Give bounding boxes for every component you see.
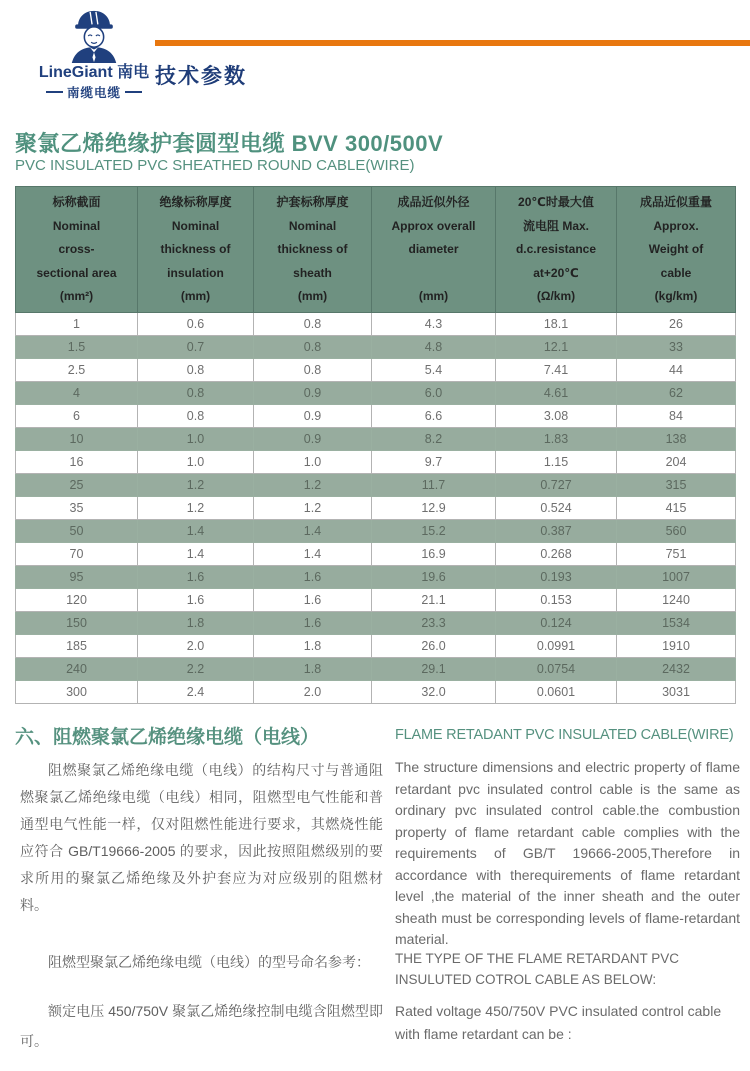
table-cell: 3031 — [617, 680, 736, 703]
brand-subtitle-text: 南缆电缆 — [66, 86, 121, 100]
table-row — [16, 312, 736, 335]
table-cell: 0.524 — [496, 496, 617, 519]
table-cell: 32.0 — [372, 680, 496, 703]
table-cell: 1534 — [617, 611, 736, 634]
table-cell: 1.6 — [254, 565, 372, 588]
table-cell: 15.2 — [372, 519, 496, 542]
table-row — [16, 565, 736, 588]
table-cell: 19.6 — [372, 565, 496, 588]
table-cell: 6.0 — [372, 381, 496, 404]
table-cell: 1.2 — [254, 496, 372, 519]
table-cell: 25 — [16, 473, 138, 496]
table-cell: 35 — [16, 496, 138, 519]
column-header: 20℃时最大值 流电阻 Max. d.c.resistance at+20℃ (Ω/km) — [496, 187, 617, 313]
table-cell: 0.0754 — [496, 657, 617, 680]
table-cell: 300 — [16, 680, 138, 703]
table-cell: 315 — [617, 473, 736, 496]
table-cell: 23.3 — [372, 611, 496, 634]
table-cell: 0.8 — [138, 381, 254, 404]
table-cell: 33 — [617, 335, 736, 358]
table-cell: 1.0 — [254, 450, 372, 473]
table-cell: 29.1 — [372, 657, 496, 680]
table-cell: 0.7 — [138, 335, 254, 358]
table-cell: 1.5 — [16, 335, 138, 358]
table-cell: 1.6 — [254, 611, 372, 634]
table-cell: 16.9 — [372, 542, 496, 565]
table-cell: 0.9 — [254, 404, 372, 427]
table-cell: 0.8 — [254, 312, 372, 335]
table-cell: 4.8 — [372, 335, 496, 358]
table-cell: 16 — [16, 450, 138, 473]
table-cell: 240 — [16, 657, 138, 680]
table-cell: 1.2 — [138, 496, 254, 519]
table-cell: 0.9 — [254, 427, 372, 450]
table-cell: 1910 — [617, 634, 736, 657]
table-row — [16, 588, 736, 611]
company-logo — [36, 8, 152, 101]
spec-table-head — [16, 187, 736, 313]
table-cell: 1240 — [617, 588, 736, 611]
table-cell: 70 — [16, 542, 138, 565]
table-cell: 2.2 — [138, 657, 254, 680]
table-cell: 12.1 — [496, 335, 617, 358]
brand-name: LineGiant 南电 — [38, 64, 150, 81]
table-cell: 4.61 — [496, 381, 617, 404]
table-row — [16, 542, 736, 565]
table-cell: 0.8 — [138, 404, 254, 427]
table-cell: 0.153 — [496, 588, 617, 611]
table-cell: 1 — [16, 312, 138, 335]
table-cell: 26.0 — [372, 634, 496, 657]
section-title-en: FLAME RETADANT PVC INSULATED CABLE(WIRE) — [395, 727, 734, 743]
table-cell: 1.4 — [254, 519, 372, 542]
table-cell: 1.4 — [254, 542, 372, 565]
table-cell: 9.7 — [372, 450, 496, 473]
table-cell: 18.1 — [496, 312, 617, 335]
section-title-zh: 六、阻燃聚氯乙烯绝缘电缆（电线） — [15, 727, 320, 748]
table-cell: 1.4 — [138, 519, 254, 542]
table-cell: 8.2 — [372, 427, 496, 450]
page-title: 技术参数 — [155, 65, 247, 88]
table-cell: 6.6 — [372, 404, 496, 427]
table-row — [16, 611, 736, 634]
table-cell: 0.8 — [254, 335, 372, 358]
zh-paragraph-2: 阻燃型聚氯乙烯绝缘电缆（电线）的型号命名参考： — [48, 954, 370, 970]
table-cell: 1.6 — [138, 588, 254, 611]
table-cell: 1.2 — [254, 473, 372, 496]
column-header: 护套标称厚度 Nominal thickness of sheath (mm) — [254, 187, 372, 313]
table-cell: 0.268 — [496, 542, 617, 565]
column-header: 标称截面 Nominal cross- sectional area (mm²) — [16, 187, 138, 313]
table-cell: 44 — [617, 358, 736, 381]
en-paragraph-1: The structure dimensions and electric property of flame retardant pvc insulated control cable is the same as ordinary pvc insulated control cable.the combustion property of flame retardant cable complies with the requirements of GB/T 19666-2005,Therefore in accordance with therequirements of flame retardant level ,the material of the inner sheath and the outer sheath must be corresponding levels of flame-retardant material. — [395, 759, 740, 947]
table-cell: 10 — [16, 427, 138, 450]
table-cell: 2.5 — [16, 358, 138, 381]
logo-dash-right — [125, 91, 142, 93]
table-cell: 12.9 — [372, 496, 496, 519]
table-cell: 7.41 — [496, 358, 617, 381]
table-cell: 0.0991 — [496, 634, 617, 657]
column-header: 成品近似重量 Approx. Weight of cable (kg/km) — [617, 187, 736, 313]
table-row — [16, 450, 736, 473]
table-row — [16, 404, 736, 427]
table-cell: 1.6 — [254, 588, 372, 611]
table-cell: 26 — [617, 312, 736, 335]
table-cell: 0.6 — [138, 312, 254, 335]
table-cell: 120 — [16, 588, 138, 611]
table-cell: 62 — [617, 381, 736, 404]
table-cell: 0.727 — [496, 473, 617, 496]
table-cell: 150 — [16, 611, 138, 634]
en-paragraph-3: Rated voltage 450/750V PVC insulated control cable with flame retardant can be : — [395, 1003, 722, 1042]
table-cell: 1.6 — [138, 565, 254, 588]
zh-paragraph-1: 阻燃聚氯乙烯绝缘电缆（电线）的结构尺寸与普通阻燃聚氯乙烯绝缘电缆（电线）相同，阻燃型电气性能和普通型电气性能一样，仅对阻燃性能进行要求，其燃烧性能应符合 GB/T19666-2005 的要求，因此按照阻燃级别的要求所用的聚氯乙烯绝缘及外护套应为对应级别的阻燃材料。 — [20, 762, 383, 913]
table-row — [16, 358, 736, 381]
table-cell: 3.08 — [496, 404, 617, 427]
table-cell: 2.0 — [254, 680, 372, 703]
table-cell: 1.8 — [138, 611, 254, 634]
table-cell: 21.1 — [372, 588, 496, 611]
orange-accent-bar — [155, 40, 750, 46]
table-cell: 185 — [16, 634, 138, 657]
table-cell: 0.124 — [496, 611, 617, 634]
table-row — [16, 496, 736, 519]
table-cell: 6 — [16, 404, 138, 427]
zh-paragraph-3: 额定电压 450/750V 聚氯乙烯绝缘控制电缆含阻燃型即可。 — [20, 1003, 383, 1049]
table-cell: 0.0601 — [496, 680, 617, 703]
table-cell: 0.9 — [254, 381, 372, 404]
table-row — [16, 519, 736, 542]
logo-dash-left — [46, 91, 63, 93]
table-cell: 0.387 — [496, 519, 617, 542]
table-row — [16, 427, 736, 450]
table-cell: 138 — [617, 427, 736, 450]
table-row — [16, 680, 736, 703]
table-row — [16, 335, 736, 358]
table-cell: 1.8 — [254, 657, 372, 680]
mascot-worker-icon — [65, 8, 123, 64]
table-row — [16, 473, 736, 496]
table-row — [16, 634, 736, 657]
table-cell: 1.8 — [254, 634, 372, 657]
table-cell: 1.15 — [496, 450, 617, 473]
product-title-en: PVC INSULATED PVC SHEATHED ROUND CABLE(WIRE) — [15, 157, 415, 174]
table-cell: 1.0 — [138, 427, 254, 450]
table-cell: 50 — [16, 519, 138, 542]
table-cell: 5.4 — [372, 358, 496, 381]
table-cell: 1007 — [617, 565, 736, 588]
spec-table — [15, 186, 736, 704]
table-cell: 1.0 — [138, 450, 254, 473]
table-cell: 4 — [16, 381, 138, 404]
table-cell: 2.0 — [138, 634, 254, 657]
table-cell: 4.3 — [372, 312, 496, 335]
table-cell: 2.4 — [138, 680, 254, 703]
table-cell: 1.4 — [138, 542, 254, 565]
table-cell: 415 — [617, 496, 736, 519]
spec-table-body — [16, 312, 736, 703]
product-title-zh: 聚氯乙烯绝缘护套圆型电缆 BVV 300/500V — [15, 131, 444, 156]
table-cell: 95 — [16, 565, 138, 588]
en-paragraph-2: THE TYPE OF THE FLAME RETARDANT PVC INSULUTED COTROL CABLE AS BELOW: — [395, 951, 680, 987]
table-cell: 0.8 — [254, 358, 372, 381]
column-header: 绝缘标称厚度 Nominal thickness of insulation (mm) — [138, 187, 254, 313]
table-cell: 0.193 — [496, 565, 617, 588]
table-cell: 2432 — [617, 657, 736, 680]
table-row — [16, 657, 736, 680]
table-cell: 84 — [617, 404, 736, 427]
table-cell: 560 — [617, 519, 736, 542]
table-cell: 1.83 — [496, 427, 617, 450]
table-cell: 11.7 — [372, 473, 496, 496]
table-cell: 204 — [617, 450, 736, 473]
table-cell: 751 — [617, 542, 736, 565]
table-cell: 0.8 — [138, 358, 254, 381]
brand-subtitle — [36, 83, 152, 101]
table-cell: 1.2 — [138, 473, 254, 496]
column-header: 成品近似外径 Approx overall diameter (mm) — [372, 187, 496, 313]
table-row — [16, 381, 736, 404]
